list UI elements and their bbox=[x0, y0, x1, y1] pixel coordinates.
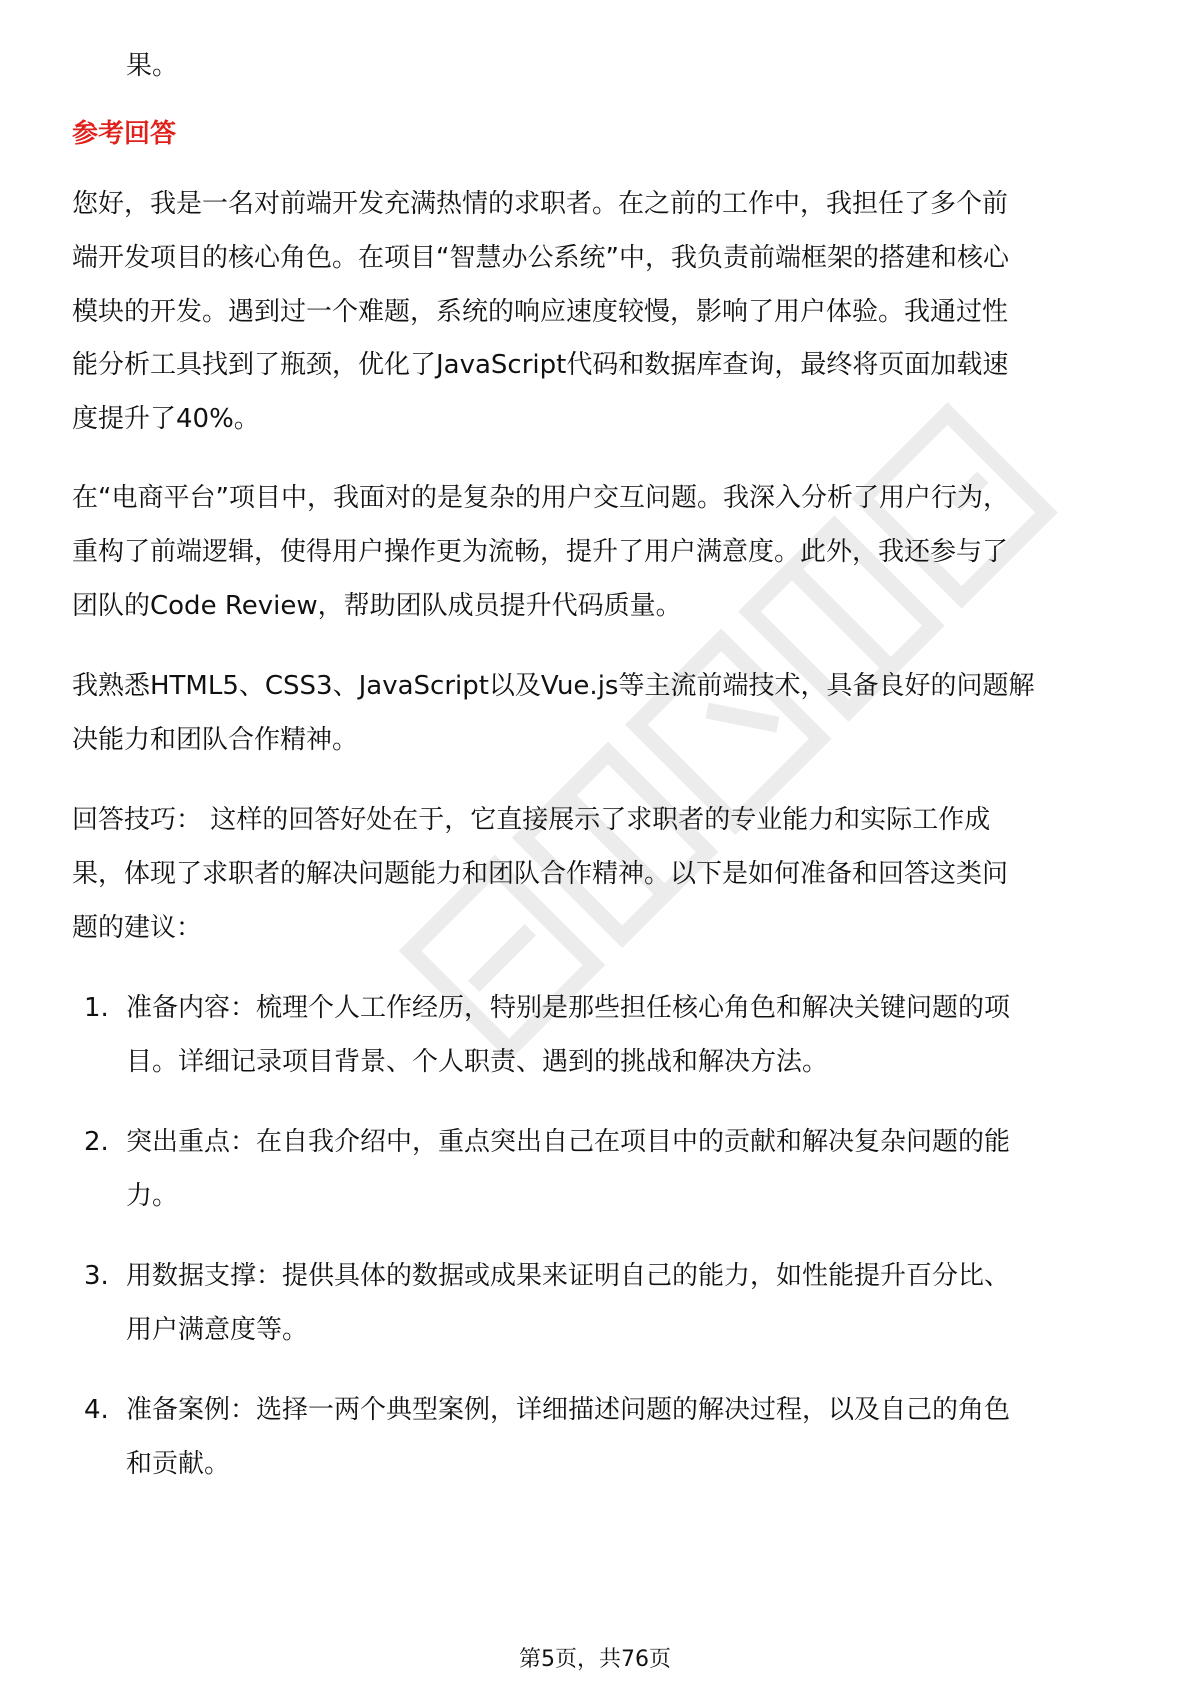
paragraph3-line: 决能力和团队合作精神。 bbox=[72, 725, 359, 755]
list-number: 1. bbox=[84, 993, 109, 1023]
list-item-line: 用户满意度等。 bbox=[126, 1315, 309, 1345]
paragraph2-line: 团队的Code Review，帮助团队成员提升代码质量。 bbox=[72, 591, 682, 621]
list-number: 3. bbox=[84, 1261, 109, 1291]
list-item-line: 目。详细记录项目背景、个人职责、遇到的挑战和解决方法。 bbox=[126, 1047, 829, 1077]
paragraph1-line: 模块的开发。遇到过一个难题，系统的响应速度较慢，影响了用户体验。我通过性 bbox=[72, 297, 1009, 327]
list-number: 2. bbox=[84, 1127, 109, 1157]
list-item-line: 用数据支撑：提供具体的数据或成果来证明自己的能力，如性能提升百分比、 bbox=[126, 1261, 1011, 1291]
paragraph2-line: 重构了前端逻辑，使得用户操作更为流畅，提升了用户满意度。此外，我还参与了 bbox=[72, 537, 1009, 567]
list-item-line: 准备案例：选择一两个典型案例，详细描述问题的解决过程，以及自己的角色 bbox=[126, 1395, 1011, 1425]
paragraph1-line: 您好，我是一名对前端开发充满热情的求职者。在之前的工作中，我担任了多个前 bbox=[72, 189, 1009, 219]
paragraph1-line: 端开发项目的核心角色。在项目“智慧办公系统”中，我负责前端框架的搭建和核心 bbox=[72, 243, 1009, 273]
tips-line: 题的建议： bbox=[72, 913, 203, 943]
section-heading: 参考回答 bbox=[72, 119, 177, 149]
paragraph1-line: 度提升了40%。 bbox=[72, 404, 260, 434]
list-item-line: 和贡献。 bbox=[126, 1449, 231, 1479]
tips-line: 果，体现了求职者的解决问题能力和团队合作精神。以下是如何准备和回答这类问 bbox=[72, 859, 1009, 889]
list-item-line: 力。 bbox=[126, 1181, 179, 1211]
page-footer: 第5页，共76页 bbox=[519, 1647, 671, 1672]
list-number: 4. bbox=[84, 1395, 109, 1425]
tips-line: 回答技巧： 这样的回答好处在于，它直接展示了求职者的专业能力和实际工作成 bbox=[72, 805, 991, 835]
list-item-line: 准备内容：梳理个人工作经历，特别是那些担任核心角色和解决关键问题的项 bbox=[126, 993, 1011, 1023]
paragraph3-line: 我熟悉HTML5、CSS3、JavaScript以及Vue.js等主流前端技术，具备良好的问题解 bbox=[72, 671, 1035, 701]
list-item-line: 突出重点：在自我介绍中，重点突出自己在项目中的贡献和解决复杂问题的能 bbox=[126, 1127, 1011, 1157]
paragraph1-line: 能分析工具找到了瓶颈，优化了JavaScript代码和数据库查询，最终将页面加载速 bbox=[72, 350, 1009, 380]
intro-tail: 果。 bbox=[126, 51, 179, 81]
paragraph2-line: 在“电商平台”项目中，我面对的是复杂的用户交互问题。我深入分析了用户行为， bbox=[72, 483, 1009, 513]
